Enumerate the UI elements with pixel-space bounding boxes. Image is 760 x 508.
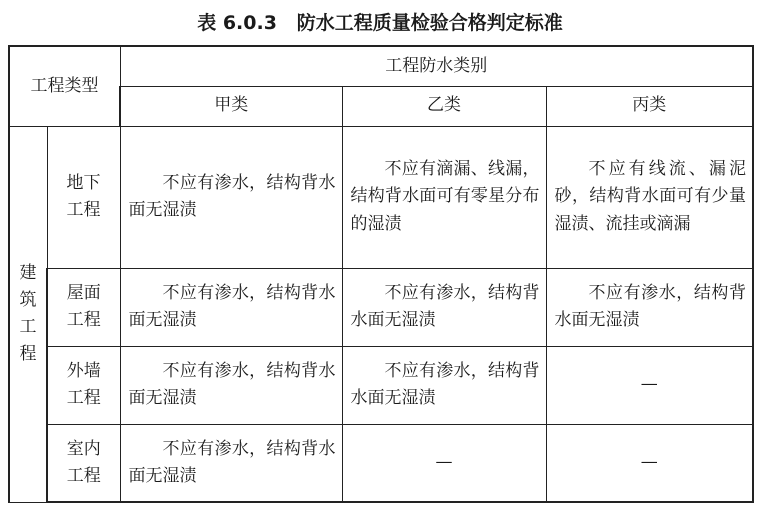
cell-exterior-wall-class-b: 不应有渗水，结构背水面无湿渍 bbox=[342, 346, 546, 424]
header-class-a: 甲类 bbox=[120, 86, 342, 126]
cell-interior-class-b: — bbox=[342, 424, 546, 502]
acceptance-criteria-table bbox=[8, 45, 754, 503]
cell-interior-class-c: — bbox=[546, 424, 753, 502]
cell-roof-class-c: 不应有渗水，结构背水面无湿渍 bbox=[546, 268, 753, 346]
table-title: 表 6.0.3 防水工程质量检验合格判定标准 bbox=[197, 11, 563, 34]
header-waterproof-class: 工程防水类别 bbox=[120, 46, 753, 86]
row-label-underground: 地下工程 bbox=[47, 126, 120, 268]
header-class-c: 丙类 bbox=[546, 86, 753, 126]
row-label-interior: 室内工程 bbox=[47, 424, 120, 502]
cell-roof-class-b: 不应有渗水，结构背水面无湿渍 bbox=[342, 268, 546, 346]
header-project-type: 工程类型 bbox=[9, 46, 120, 126]
cell-exterior-wall-class-c: — bbox=[546, 346, 753, 424]
cell-underground-class-b: 不应有滴漏、线漏，结构背水面可有零星分布的湿渍 bbox=[342, 126, 546, 268]
header-class-b: 乙类 bbox=[342, 86, 546, 126]
row-label-roof: 屋面工程 bbox=[47, 268, 120, 346]
cell-underground-class-a: 不应有渗水，结构背水面无湿渍 bbox=[120, 126, 342, 268]
cell-interior-class-a: 不应有渗水，结构背水面无湿渍 bbox=[120, 424, 342, 502]
cell-exterior-wall-class-a: 不应有渗水，结构背水面无湿渍 bbox=[120, 346, 342, 424]
cell-roof-class-a: 不应有渗水，结构背水面无湿渍 bbox=[120, 268, 342, 346]
row-label-exterior-wall: 外墙工程 bbox=[47, 346, 120, 424]
cell-underground-class-c: 不应有线流、漏泥砂，结构背水面可有少量湿渍、流挂或滴漏 bbox=[546, 126, 753, 268]
category-building-engineering: 建筑工程 bbox=[9, 126, 47, 502]
